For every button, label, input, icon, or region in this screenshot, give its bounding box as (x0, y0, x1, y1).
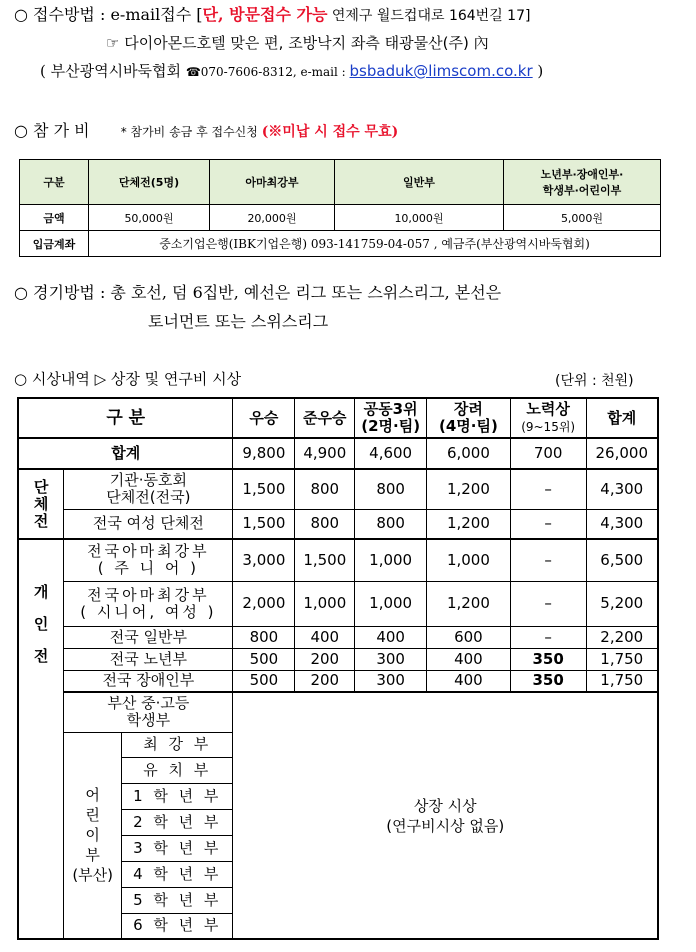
indiv-value: – (510, 539, 586, 581)
team-value: 800 (295, 469, 355, 509)
header-second: 준우승 (295, 398, 355, 438)
header-effort: 노력상 (9~15위) (510, 398, 586, 438)
indiv-value: 200 (295, 648, 355, 670)
total-value: 4,900 (295, 438, 355, 469)
indiv-value: 500 (233, 648, 295, 670)
indiv-value: 600 (427, 626, 511, 648)
reception-line (14, 2, 530, 25)
fee-account: 중소기업은행(IBK기업은행) 093-141759-04-057 , 예금주(부산광역시바둑협회) (89, 231, 661, 257)
indiv-value: 1,000 (355, 581, 427, 626)
indiv-group-label: 개 인 전 (18, 539, 64, 939)
reception-label: ○ 접수방법 : (14, 5, 111, 24)
team-row-label: 기관·동호회 단체전(전국) (64, 469, 233, 509)
fee-header-category: 구분 (20, 160, 89, 205)
fee-amount-general: 10,000원 (335, 205, 504, 231)
team-row-label: 전국 여성 단체전 (64, 509, 233, 539)
indiv-value: 400 (295, 626, 355, 648)
indiv-row-label: 전국 장애인부 (64, 670, 233, 692)
kids-row-label: 1 학 년 부 (122, 783, 233, 809)
team-value: 800 (295, 509, 355, 539)
prize-unit: (단위 : 천원) (555, 373, 634, 389)
header-fourth: 장려 (4명·팀) (427, 398, 511, 438)
contact-line (40, 60, 543, 81)
indiv-value: 400 (427, 670, 511, 692)
indiv-row-label: 전국아마최강부 ( 시니어, 여성 ) (64, 581, 233, 626)
total-value: 6,000 (427, 438, 511, 469)
reception-address: 연제구 월드컵대로 164번길 17] (327, 8, 531, 24)
total-value: 4,600 (355, 438, 427, 469)
indiv-value: 2,000 (233, 581, 295, 626)
total-value: 9,800 (233, 438, 295, 469)
kids-row-label: 유 치 부 (122, 757, 233, 783)
team-value: 800 (355, 509, 427, 539)
fee-amount-amateur: 20,000원 (210, 205, 335, 231)
prize-title: ○ 시상내역 ▷ 상장 및 연구비 시상 (14, 370, 242, 388)
kids-row-label: 최 강 부 (122, 732, 233, 757)
fee-table (19, 159, 661, 257)
indiv-row-label: 전국 노년부 (64, 648, 233, 670)
indiv-value: 400 (427, 648, 511, 670)
indiv-value: 350 (510, 648, 586, 670)
indiv-value: 1,750 (586, 670, 658, 692)
fee-account-label: 입금계좌 (20, 231, 89, 257)
phone-text: ☎070-7606-8312, e-mail : (185, 65, 350, 79)
kids-row-label: 4 학 년 부 (122, 861, 233, 887)
indiv-value: 6,500 (586, 539, 658, 581)
indiv-value: 400 (355, 626, 427, 648)
fee-label: ○ 참 가 비 (14, 121, 90, 140)
indiv-value: – (510, 581, 586, 626)
kids-row-label: 5 학 년 부 (122, 887, 233, 913)
kids-row-label: 3 학 년 부 (122, 835, 233, 861)
indiv-value: 3,000 (233, 539, 295, 581)
fee-warning: (※미납 시 접수 무효) (261, 124, 399, 140)
team-value: 4,300 (586, 509, 658, 539)
fee-header-amateur: 아마최강부 (210, 160, 335, 205)
header-total: 합계 (586, 398, 658, 438)
fee-header-team: 단체전(5명) (89, 160, 210, 205)
kids-row-label: 2 학 년 부 (122, 809, 233, 835)
indiv-value: 1,000 (427, 539, 511, 581)
indiv-value: 1,200 (427, 581, 511, 626)
indiv-value: – (510, 626, 586, 648)
indiv-value: 1,000 (295, 581, 355, 626)
indiv-value: 1,750 (586, 648, 658, 670)
prize-table (17, 397, 659, 940)
indiv-value: 5,200 (586, 581, 658, 626)
header-first: 우승 (233, 398, 295, 438)
team-group-label: 단 체 전 (18, 469, 64, 539)
kids-group-label: 어 린 이 부 (부산) (64, 732, 122, 939)
team-value: 4,300 (586, 469, 658, 509)
indiv-value: 1,500 (295, 539, 355, 581)
team-value: – (510, 469, 586, 509)
team-value: 1,200 (427, 509, 511, 539)
indiv-value: 350 (510, 670, 586, 692)
indiv-value: 200 (295, 670, 355, 692)
method-line-2: 토너먼트 또는 스위스리그 (148, 312, 329, 331)
team-value: – (510, 509, 586, 539)
fee-note: * 참가비 송금 후 접수신청 (120, 125, 262, 139)
total-value: 700 (510, 438, 586, 469)
indiv-value: 500 (233, 670, 295, 692)
team-value: 1,500 (233, 469, 295, 509)
header-third: 공동3위 (2명·팀) (355, 398, 427, 438)
indiv-value: 800 (233, 626, 295, 648)
method-line-1: ○ 경기방법 : 총 호선, 덤 6집반, 예선은 리그 또는 스위스리그, 본선은 (14, 283, 502, 302)
total-row-label: 합계 (18, 438, 233, 469)
reception-method: e-mail접수 [ (110, 5, 203, 24)
visit-note: 단, 방문접수 가능 (202, 5, 328, 24)
fee-amount-label: 금액 (20, 205, 89, 231)
indiv-value: 300 (355, 670, 427, 692)
certificate-note: 상장 시상 (연구비시상 없음) (233, 692, 658, 939)
team-value: 1,500 (233, 509, 295, 539)
org-name: ( 부산광역시바둑협회 (40, 62, 186, 80)
location-line: ☞ 다이아몬드호텔 맞은 편, 조방낙지 좌측 태광물산(주) 內 (106, 34, 489, 52)
indiv-row-label: 전국 일반부 (64, 626, 233, 648)
contact-close: ) (532, 62, 544, 80)
fee-title (14, 118, 398, 141)
kids-row-label: 6 학 년 부 (122, 913, 233, 939)
indiv-value: 2,200 (586, 626, 658, 648)
fee-amount-team: 50,000원 (89, 205, 210, 231)
fee-header-senior: 노년부·장애인부· 학생부·어린이부 (504, 160, 661, 205)
indiv-row-label: 전국아마최강부 ( 주 니 어 ) (64, 539, 233, 581)
fee-amount-senior: 5,000원 (504, 205, 661, 231)
fee-header-general: 일반부 (335, 160, 504, 205)
team-value: 800 (355, 469, 427, 509)
indiv-value: 1,000 (355, 539, 427, 581)
student-row-label: 부산 중·고등 학생부 (64, 692, 233, 732)
indiv-value: 300 (355, 648, 427, 670)
header-category: 구 분 (18, 398, 233, 438)
email-link[interactable]: bsbaduk@limscom.co.kr (349, 62, 533, 80)
total-value: 26,000 (586, 438, 658, 469)
team-value: 1,200 (427, 469, 511, 509)
